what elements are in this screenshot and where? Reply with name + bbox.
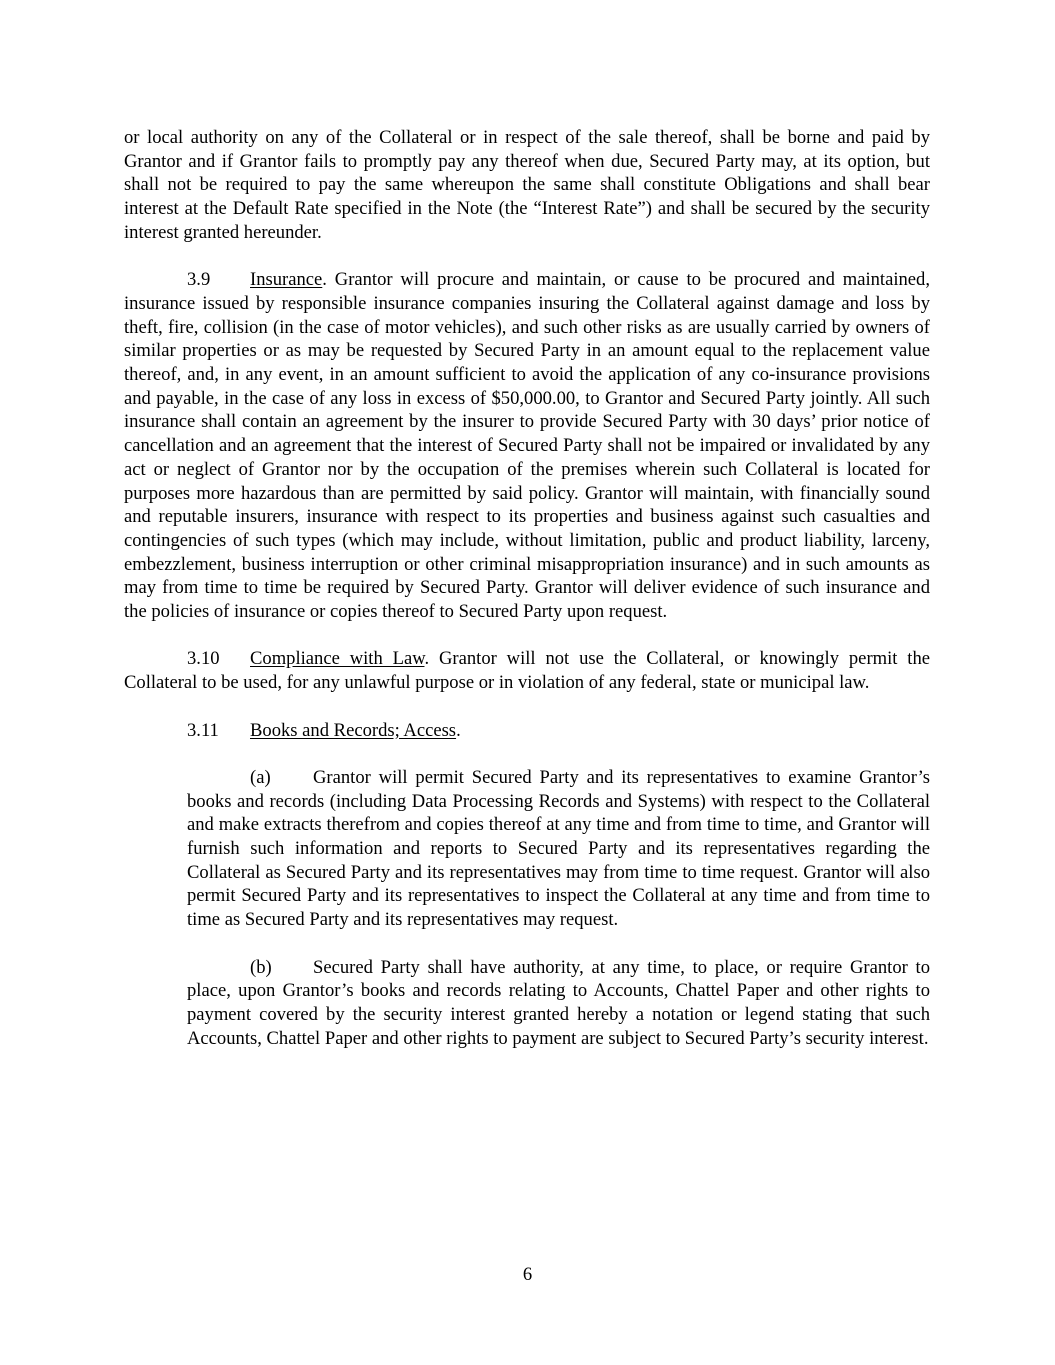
section-number: 3.9 <box>187 269 211 291</box>
subsection-label: (b) <box>250 956 272 978</box>
subsection-label: (a) <box>250 766 271 788</box>
section-number: 3.10 <box>187 648 220 670</box>
section-text: . Grantor will not use the Collateral, or knowingly permit the Collateral to be used, for any unlawful purpose or in violation of any federal, state or municipal law. <box>124 648 931 694</box>
page-number: 6 <box>522 1264 533 1285</box>
continuation-paragraph: or local authority on any of the Collateral or in respect of the sale thereof, shall be borne and paid by Grantor and if Grantor fails to promptly pay any thereof when due, Secured Party may, at its option, but shall not be required to pay the same whereupon the same shall constitute Obligations and shall bear interest at the Default Rate specified in the Note (the “Interest Rate”) and shall be secured by the security interest granted hereunder. <box>124 127 930 243</box>
section-3-9 <box>124 268 930 624</box>
section-3-10 <box>124 647 930 694</box>
section-text: . <box>456 719 461 741</box>
subsection-text: Grantor will permit Secured Party and its representatives to examine Grantor’s books and records (including Data Processing Records and Systems) with respect to the Collateral and make extracts therefrom and copies thereof at any time and from time to time, and Grantor will furnish such information and reports to Secured Party and its representatives regarding the Collateral as Secured Party and its representatives may from time to time request. Grantor will also permit Secured Party and its representatives to inspect the Collateral at any time and from time to time as Secured Party and its representatives may request. <box>187 766 930 931</box>
section-heading: Compliance with Law <box>250 648 425 670</box>
subsection-b <box>187 956 930 1051</box>
section-3-11 <box>124 719 930 743</box>
section-text: . Grantor will procure and maintain, or cause to be procured and maintained, insurance issued by responsible insurance companies insuring the Collateral against damage and loss by theft, fire, collision (in the case of motor vehicles), and such other risks as are usually carried by owners of similar properties or as may be requested by Secured Party in an amount equal to the replacement value thereof, and, in any event, in an amount sufficient to avoid the application of any co-insurance provisions and payable, in the case of any loss in excess of $50,000.00, to Grantor and Secured Party jointly. All such insurance shall contain an agreement by the insurer to provide Secured Party with 30 days’ prior notice of cancellation and an agreement that the interest of Secured Party shall not be impaired or invalidated by any act or neglect of Grantor nor by the occupation of the premises wherein such Collateral is located for purposes more hazardous than are permitted by said policy. Grantor will maintain, with financially sound and reputable insurers, insurance with respect to its properties and business against such casualties and contingencies of such types (which may include, without limitation, public and product liability, larceny, embezzlement, business interruption or other criminal misappropriation insurance) and in such amounts as may from time to time be required by Secured Party. Grantor will deliver evidence of such insurance and the policies of insurance or copies thereof to Secured Party upon request. <box>124 269 930 623</box>
subsection-a <box>187 766 930 932</box>
section-number: 3.11 <box>187 719 219 741</box>
section-heading: Books and Records; Access <box>250 719 457 741</box>
subsection-text: Secured Party shall have authority, at any time, to place, or require Grantor to place, upon Grantor’s books and records relating to Accounts, Chattel Paper and other rights to payment covered by the security interest granted hereby a notation or legend stating that such Accounts, Chattel Paper and other rights to payment are subject to Secured Party’s security interest. <box>187 956 930 1049</box>
document-page <box>124 126 930 1050</box>
section-heading: Insurance <box>250 269 323 291</box>
